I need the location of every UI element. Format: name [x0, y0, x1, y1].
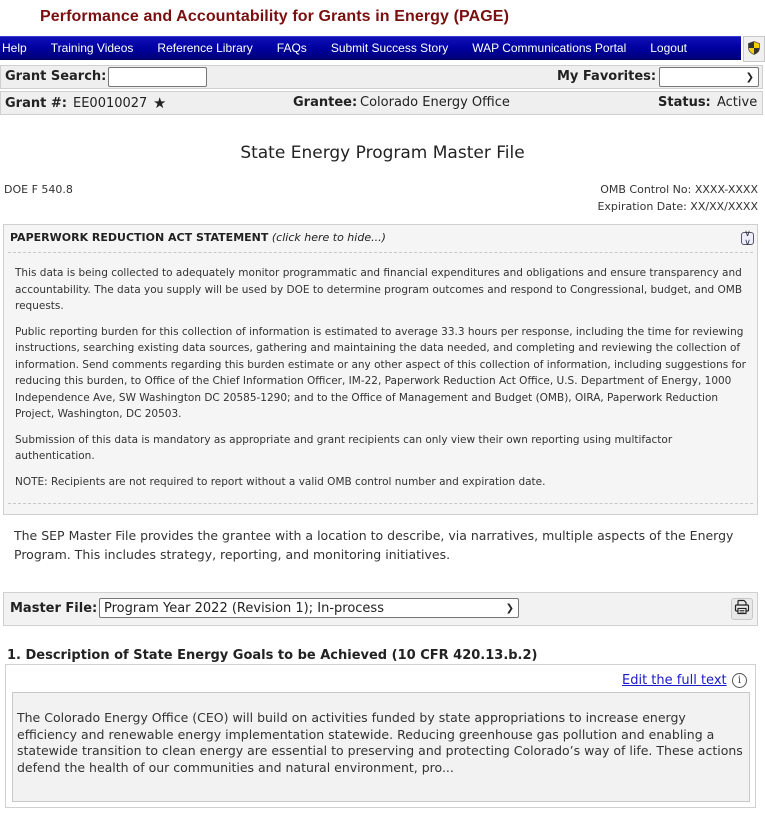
- main-nav: [0, 36, 741, 60]
- nav-help[interactable]: Help: [2, 41, 27, 55]
- master-file-select[interactable]: [99, 598, 519, 618]
- printer-icon: [734, 599, 750, 619]
- grant-search-bar: [0, 65, 763, 89]
- grant-search-label: Grant Search:: [5, 69, 107, 84]
- grant-number-value: EE0010027: [73, 96, 148, 111]
- double-chevron-icon[interactable]: ∨ ∨: [741, 232, 754, 245]
- favorites-label: My Favorites:: [557, 69, 657, 84]
- pra-divider-bottom: [8, 503, 753, 504]
- pra-paragraph: NOTE: Recipients are not required to report without a valid OMB control number and expiration date.: [15, 475, 546, 488]
- grantee-value: Colorado Energy Office: [360, 95, 510, 110]
- pra-paragraph: This data is being collected to adequately monitor programmatic and financial expenditures and obligations and ensure transparency and accountability. The data you supply will be used by DOE to determine program outcomes and respond to Congressional, budget, and OMB requests.: [15, 267, 743, 312]
- grant-number-label: Grant #:: [5, 96, 67, 111]
- nav-wap-communications-portal[interactable]: WAP Communications Portal: [472, 41, 627, 55]
- pra-divider-top: [8, 252, 753, 253]
- info-icon[interactable]: i: [732, 673, 747, 688]
- chevron-down-icon: ❯: [745, 71, 754, 83]
- master-file-label: Master File:: [10, 601, 98, 616]
- grant-search-input[interactable]: [108, 67, 207, 87]
- grant-info-bar: [0, 91, 763, 115]
- pra-body: [15, 265, 750, 499]
- pra-paragraph: Public reporting burden for this collection of information is estimated to average 33.3 hours per response, including the time for reviewing instructions, searching existing data sources, gathering and maintaining the data needed, and completing and reviewing the collection of information. Send comments regarding this burden estimate or any other aspect of this collection of information, including suggestions for reducing this burden, to Office of the Chief Information Officer, IM-22, Paperwork Reduction Act Office, U.S. Department of Energy, 1000 Independence Ave, SW Washington DC 20585-1290; and to the Office of Management and Budget (OMB), OIRA, Paperwork Reduction Project, Washington, DC 20503.: [15, 325, 746, 420]
- print-button[interactable]: [731, 598, 753, 620]
- master-file-bar: [3, 592, 758, 626]
- security-button[interactable]: [743, 36, 765, 62]
- master-file-selected-value: Program Year 2022 (Revision 1); In-process: [104, 600, 384, 616]
- nav-submit-success-story[interactable]: Submit Success Story: [330, 41, 449, 55]
- pra-toggle[interactable]: [10, 231, 386, 244]
- page-title: State Energy Program Master File: [240, 143, 525, 163]
- grantee-label: Grantee:: [293, 95, 358, 110]
- app-title: Performance and Accountability for Grants in Energy (PAGE): [40, 8, 509, 25]
- status-value: Active: [717, 95, 758, 110]
- form-number: DOE F 540.8: [4, 183, 73, 196]
- nav-reference-library[interactable]: Reference Library: [157, 41, 253, 55]
- edit-full-text-link[interactable]: Edit the full text: [622, 673, 727, 688]
- omb-control-number: OMB Control No: XXXX-XXXX: [600, 183, 758, 196]
- nav-logout[interactable]: Logout: [650, 41, 687, 55]
- chevron-down-icon: ❯: [505, 602, 514, 614]
- pra-toggle-hint[interactable]: (click here to hide...): [271, 231, 386, 244]
- pra-paragraph: Submission of this data is mandatory as appropriate and grant recipients can only view their own reporting using multifactor authentication.: [15, 433, 673, 462]
- favorite-star-icon[interactable]: ★: [153, 94, 167, 112]
- shield-icon: [748, 40, 760, 59]
- favorites-select[interactable]: [659, 67, 759, 87]
- status-label: Status:: [658, 95, 711, 110]
- paperwork-reduction-panel: [3, 224, 758, 515]
- section-title: 1. Description of State Energy Goals to be Achieved (10 CFR 420.13.b.2): [7, 648, 538, 663]
- intro-text: The SEP Master File provides the grantee with a location to describe, via narratives, multiple aspects of the Energy Program. This includes strategy, reporting, and monitoring initiatives.: [14, 528, 734, 562]
- expiration-date: Expiration Date: XX/XX/XXXX: [597, 200, 758, 213]
- nav-faqs[interactable]: FAQs: [276, 41, 307, 55]
- pra-title: PAPERWORK REDUCTION ACT STATEMENT: [10, 231, 269, 244]
- narrative-text: The Colorado Energy Office (CEO) will build on activities funded by state appropriations to increase energy efficiency and renewable energy implementation statewide. Reducing greenhouse gas pollution and enabling a statewide transition to clean energy are essential to preserving and protecting Colorado’s way of life. These actions defend the health of our communities and natural environment, pro...: [17, 710, 743, 775]
- nav-training-videos[interactable]: Training Videos: [50, 41, 134, 55]
- narrative-preview: [12, 692, 750, 802]
